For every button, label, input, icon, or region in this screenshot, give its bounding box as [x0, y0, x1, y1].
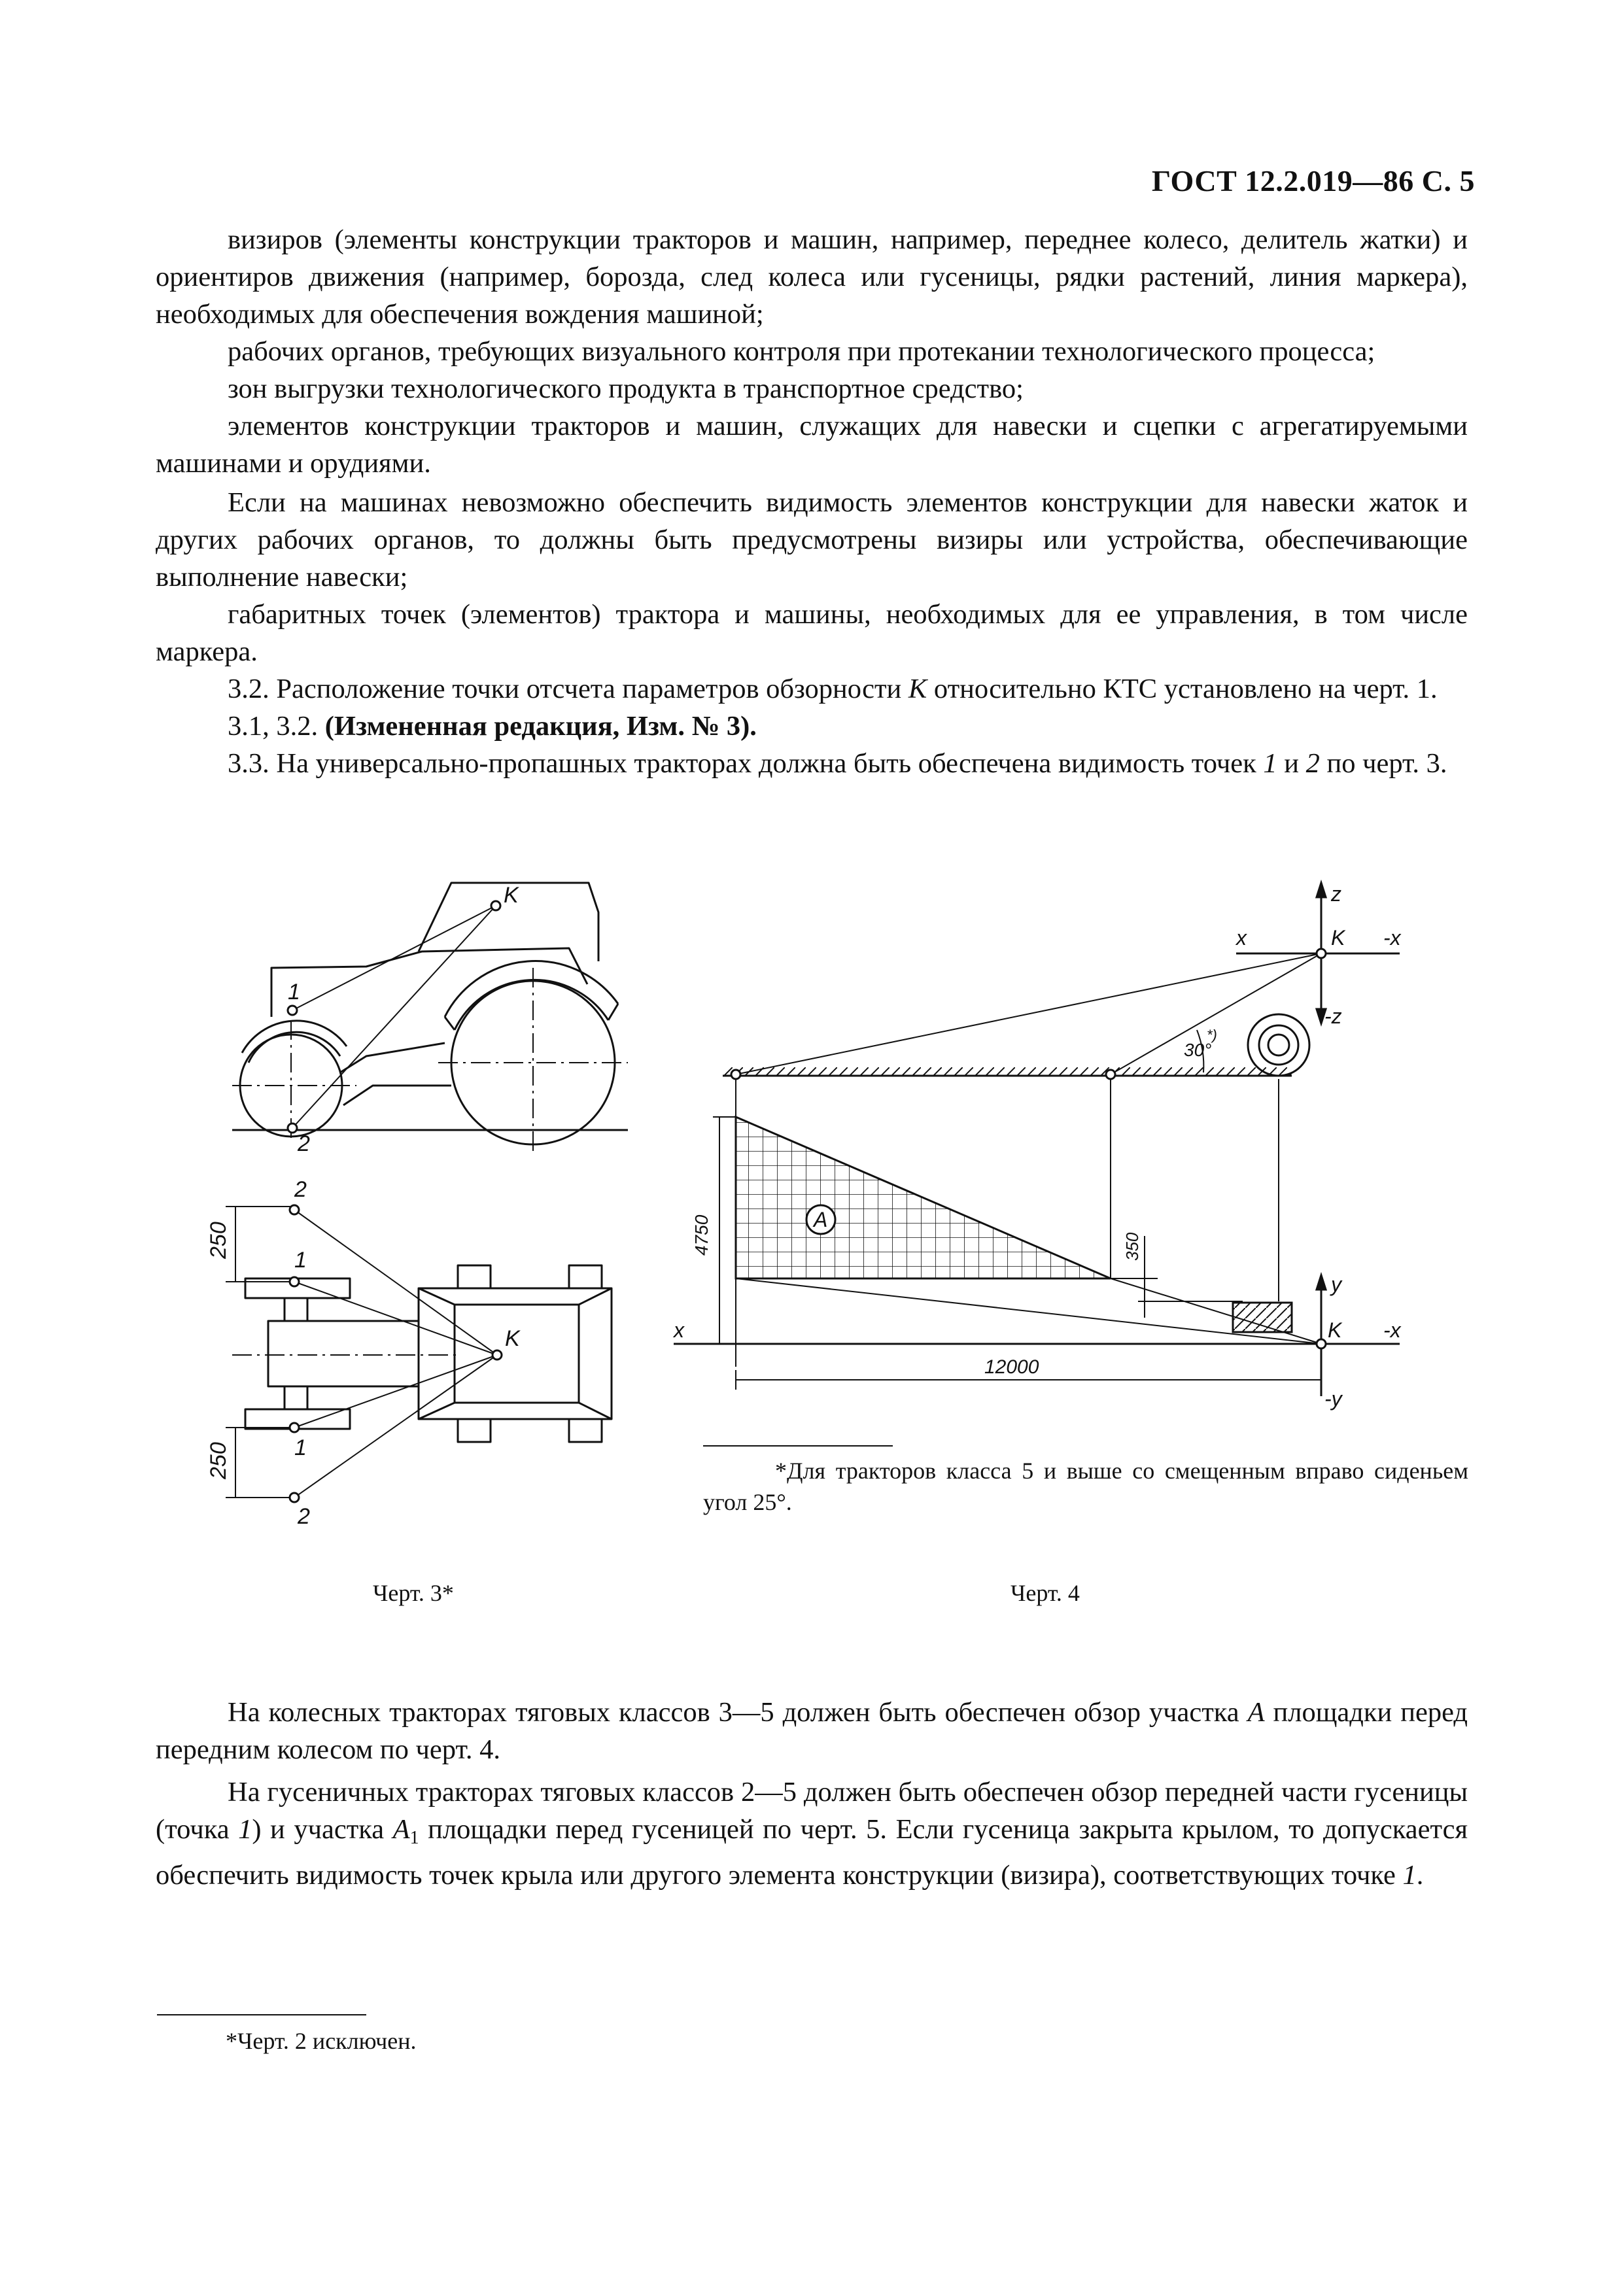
body-text-bottom — [156, 1694, 1468, 1894]
fig3-point-1-label: 1 — [288, 980, 300, 1004]
footnote-rule — [157, 2014, 366, 2015]
fig3-point-2-label: 2 — [298, 1131, 310, 1156]
paragraph: элементов конструкции тракторов и машин, служащих для навески и сцепки с агрегатируемыми машинами и орудиями. — [156, 411, 1468, 479]
fig4-axis-x-plan-label: x — [674, 1318, 684, 1342]
fig4-dim-12000: 12000 — [984, 1356, 1039, 1378]
page-header: ГОСТ 12.2.019—86 С. 5 — [1151, 164, 1475, 197]
page-footnote: *Черт. 2 исключен. — [226, 2028, 417, 2054]
fig4-angle-mark: *) — [1207, 1027, 1217, 1043]
figure-4-footnote-rule — [703, 1445, 893, 1447]
paragraph-3-2: 3.2. Расположение точки отсчета параметров обзорности K относительно КТС установлено на черт. 1. — [228, 674, 1438, 704]
fig3-point-k-label: K — [504, 883, 519, 908]
fig4-axis-neg-x-label: -x — [1383, 926, 1401, 950]
fig4-area-a-label: A — [814, 1208, 828, 1231]
paragraph: габаритных точек (элементов) трактора и машины, необходимых для ее управления, в том числе маркера. — [156, 599, 1468, 667]
paragraph-wheeled: На колесных тракторах тяговых классов 3—5 должен быть обеспечен обзор участка A площадки перед передним колесом по черт. 4. — [156, 1697, 1468, 1765]
fig4-axis-neg-y-label: -y — [1324, 1387, 1342, 1411]
fig4-axis-neg-z-label: -z — [1324, 1004, 1342, 1028]
fig3-point-2-bottom-label: 2 — [298, 1504, 310, 1529]
amendment-note: 3.1, 3.2. (Измененная редакция, Изм. № 3). — [228, 711, 757, 742]
fig3-point-1-top-label: 1 — [294, 1248, 307, 1273]
fig4-axis-y-label: y — [1331, 1273, 1341, 1296]
fig4-point-k-plan-label: K — [1328, 1318, 1342, 1342]
fig4-axis-neg-x-plan-label: -x — [1383, 1318, 1401, 1342]
fig3-point-2-top-label: 2 — [294, 1177, 307, 1202]
paragraph-crawler: На гусеничных тракторах тяговых классов 2—5 должен быть обеспечен обзор передней части гусеницы (точка 1) и участка $A_1$ площадки перед гусеницей по черт. 5. Если гусеница закрыта крылом, то допускается обеспечить видимость точек крыла или другого элемента конструкции (визира), соответствующих точке 1. — [156, 1777, 1468, 1891]
figure-3-caption: Черт. 3* — [373, 1580, 454, 1606]
paragraph: визиров (элементы конструкции тракторов и машин, например, переднее колесо, делитель жатки) и ориентиров движения (например, борозда, след колеса или гусеницы, рядки растений, линия маркера), необходимых для обеспечения вождения машиной; — [156, 224, 1468, 330]
fig4-axis-z-label: z — [1331, 882, 1341, 906]
figure-4-caption: Черт. 4 — [1011, 1580, 1080, 1606]
paragraph: Если на машинах невозможно обеспечить видимость элементов конструкции для навески жаток и других рабочих органов, то должны быть предусмотрены визиры или устройства, обеспечивающие выполнение навески; — [156, 487, 1468, 592]
figure-4-footnote: *Для тракторов класса 5 и выше со смещенным вправо сиденьем угол 25°. — [703, 1458, 1468, 1515]
fig4-dim-4750: 4750 — [691, 1214, 712, 1256]
paragraph: рабочих органов, требующих визуального контроля при протекании технологического процесса; — [228, 336, 1375, 367]
fig4-point-k-label: K — [1331, 926, 1345, 950]
fig4-angle-label: 30° — [1184, 1040, 1212, 1060]
fig4-dim-350: 350 — [1122, 1232, 1142, 1261]
fig3-point-k-top-label: K — [505, 1326, 520, 1351]
fig4-axis-x-label: x — [1236, 926, 1247, 950]
fig3-point-1-bottom-label: 1 — [294, 1435, 307, 1460]
paragraph: зон выгрузки технологического продукта в транспортное средство; — [228, 373, 1024, 404]
fig3-dim-250-top: 250 — [206, 1222, 231, 1259]
fig3-dim-250-bottom: 250 — [206, 1442, 231, 1479]
paragraph-3-3: 3.3. На универсально-пропашных тракторах должна быть обеспечена видимость точек 1 и 2 по черт. 3. — [228, 748, 1447, 779]
